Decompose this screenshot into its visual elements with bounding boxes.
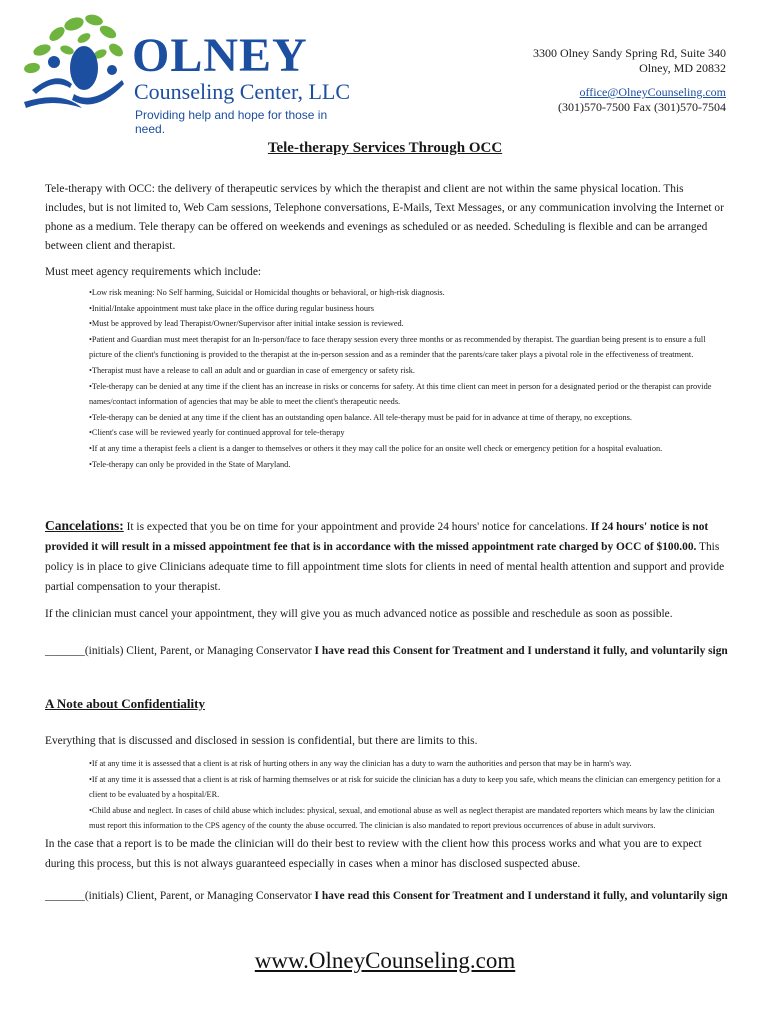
list-item: •Client's case will be reviewed yearly for continued approval for tele-therapy [89,428,345,438]
requirements-intro: Must meet agency requirements which include: [45,266,262,278]
list-item: •Tele-therapy can be denied at any time if the client has an increase in risks or concerns for safety. At this time client can meet in person for a designated period or the therapist can provide names/contact information of agencies that may be able to meet the client's therapeutic needs. [89,381,712,407]
report-paragraph: In the case that a report is to be made the clinician will do their best to review with the client how this process works and what you are to expect during this process, but this is not always guaranteed especially in cases when a minor has disclosed suspected abuse. [45,838,702,870]
phone-fax: (301)570-7500 Fax (301)570-7504 [558,100,726,114]
cancellations-heading: Cancelations: [45,518,124,533]
brand-tagline: Providing help and hope for those in need. [135,108,328,136]
initials-field[interactable]: _______(initials) Client, Parent, or Managing Conservator [45,890,315,902]
consent-statement: I have read this Consent for Treatment and I understand it fully, and voluntarily sign [314,890,728,902]
intro-paragraph: Tele-therapy with OCC: the delivery of therapeutic services by which the therapist and client are not within the same physical location. This includes, but is not limited to, Web Cam sessions, Telephone conversations, E-Mails, Text Messages, or any communication involving the Internet or phone as a medium. Tele therapy can be offered on weekends and evenings as scheduled or as needed. Scheduling is flexible and can be arranged between client and therapist. [45,183,724,252]
list-item: •If at any time a therapist feels a client is a danger to themselves or others it they may call the police for an onsite well check or emergency petition for a hospital evaluation. [89,443,663,453]
clinician-cancel-text: If the clinician must cancel your appointment, they will give you as much advanced notice as possible and reschedule as soon as possible. [45,608,673,620]
company-logo [12,10,352,136]
list-item: •Initial/Intake appointment must take place in the office during regular business hours [89,303,374,313]
contact-block [533,46,726,115]
list-item: •Patient and Guardian must meet therapist for an In-person/face to face therapy session every three months or as recommended by therapist. The guardian being present is to ensure a full picture of the client's functioning is provided to the therapist at the in-person session and as a reminder that the parents/care taker plays a pivotal role in the effectiveness of treatment. [89,334,706,360]
consent-line-1 [45,643,735,659]
confidentiality-list [89,756,727,834]
cancellations-paragraph [45,516,727,597]
brand-subtitle: Counseling Center, LLC [134,79,351,104]
requirements-list [89,285,727,472]
consent-line-2 [45,888,735,904]
cancellations-bold: If 24 hours' notice is not provided it will result in a missed appointment fee that is in accordance with the missed appointment rate charged by OCC of $100.00. [45,521,709,553]
tree-logo-icon [12,10,132,120]
list-item: •Therapist must have a release to call an adult and or guardian in case of emergency or safety risk. [89,365,415,375]
cancellations-text-2: This policy is in place to give Clinicians adequate time to fill appointment time slots for clients in need of mental health attention and support and provide partial compensation to your therapist. [45,541,725,593]
list-item: •If at any time it is assessed that a client is at risk of hurting others in any way the clinician has a duty to warn the authorities and person that may be in harm's way. [89,759,632,768]
address-line-1: 3300 Olney Sandy Spring Rd, Suite 340 [532,46,726,60]
confidentiality-intro: Everything that is discussed and disclosed in session is confidential, but there are limits to this. [45,735,478,747]
list-item: •Must be approved by lead Therapist/Owner/Supervisor after initial intake session is reviewed. [89,319,404,329]
list-item: •Tele-therapy can only be provided in the State of Maryland. [89,459,291,469]
footer-website-link[interactable]: www.OlneyCounseling.com [254,948,516,973]
page-title: Tele-therapy Services Through OCC [267,140,503,156]
brand-name: OLNEY [132,29,308,82]
initials-field[interactable]: _______(initials) Client, Parent, or Managing Conservator [45,645,315,657]
list-item: •Tele-therapy can be denied at any time if the client has an outstanding open balance. All tele-therapy must be paid for in advance at time of therapy, no exceptions. [89,412,632,422]
list-item: •If at any time it is assessed that a client is at risk of harming themselves or at risk for suicide the clinician has a duty to keep you safe, which means the clinician can emergency petition for a client to be evaluated by a hospital/ER. [89,774,721,800]
email-link[interactable]: office@OlneyCounseling.com [579,85,726,99]
address-line-2: Olney, MD 20832 [639,61,726,75]
cancellations-text-1: It is expected that you be on time for your appointment and provide 24 hours' notice for cancelations. [123,521,591,533]
confidentiality-title: A Note about Confidentiality [45,696,205,711]
list-item: •Low risk meaning: No Self harming, Suicidal or Homicidal thoughts or behavioral, or high-risk diagnosis. [89,288,445,297]
list-item: •Child abuse and neglect. In cases of child abuse which includes: physical, sexual, and emotional abuse as well as neglect therapist are mandated reporters which means by law the clinician must report this information to the CPS agency of the county the abuse occurred. The clinician is also mandated to report previous occurrences of abuse in adult survivors. [89,805,715,831]
consent-statement: I have read this Consent for Treatment and I understand it fully, and voluntarily sign [314,645,728,657]
